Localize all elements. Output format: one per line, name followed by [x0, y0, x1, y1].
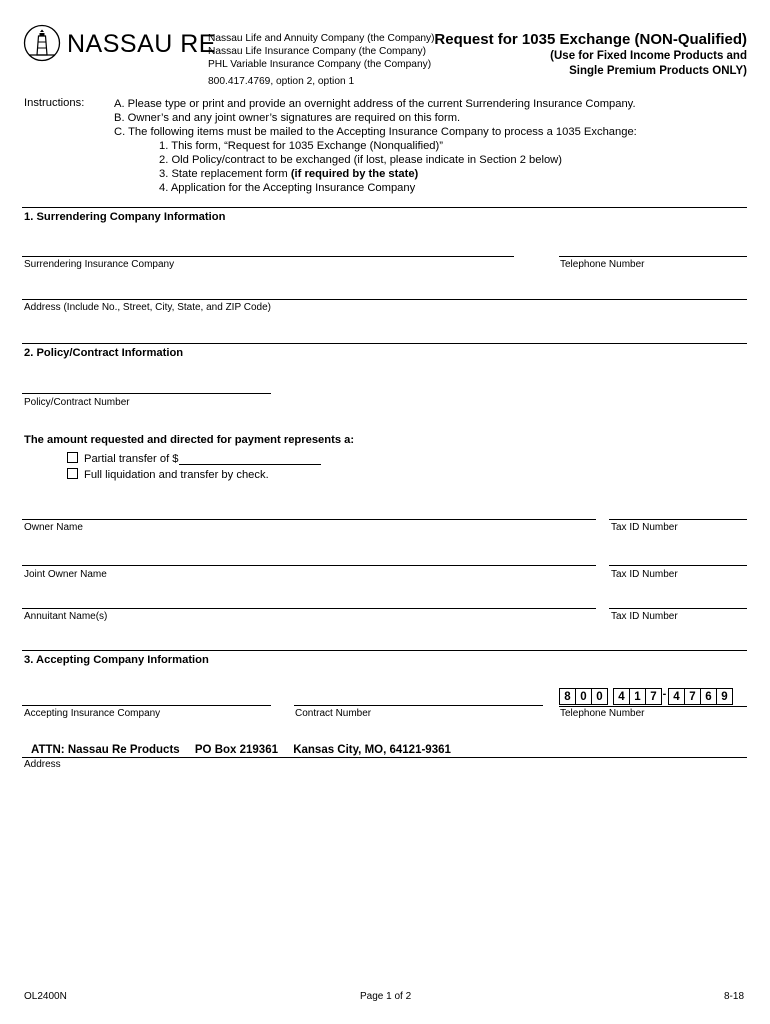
- instruction-a: A. Please type or print and provide an overnight address of the current Surrendering Insurance Company.: [114, 98, 636, 110]
- full-liquidation-label: Full liquidation and transfer by check.: [84, 469, 269, 481]
- form-subtitle-1: (Use for Fixed Income Products and: [550, 50, 747, 62]
- partial-transfer-option: [67, 452, 179, 465]
- instruction-item-1: 1. This form, “Request for 1035 Exchange (Nonqualified)”: [159, 140, 443, 152]
- phone-digit: 1: [629, 688, 646, 705]
- partial-transfer-checkbox[interactable]: [67, 452, 78, 463]
- joint-owner-label: Joint Owner Name: [24, 569, 107, 580]
- section2-divider: [22, 343, 747, 344]
- company-list: [208, 32, 435, 88]
- phone-digit: 6: [700, 688, 717, 705]
- contract-number-label: Contract Number: [295, 708, 372, 719]
- accepting-telephone-underline: [559, 706, 747, 707]
- full-liquidation-checkbox[interactable]: [67, 468, 78, 479]
- accepting-telephone-digits: [559, 688, 732, 705]
- joint-owner-tax-id-field[interactable]: [609, 565, 747, 566]
- attn-line: ATTN: Nassau Re Products: [31, 744, 180, 756]
- section1-divider: [22, 207, 747, 208]
- phone-digit: 7: [684, 688, 701, 705]
- po-box: PO Box 219361: [194, 744, 278, 756]
- accepting-address-label: Address: [24, 759, 61, 770]
- instructions-list: [114, 97, 637, 195]
- full-liquidation-option: [67, 468, 269, 481]
- joint-owner-field[interactable]: [22, 565, 596, 566]
- page-number: Page 1 of 2: [360, 991, 412, 1002]
- revision-date: 8-18: [724, 991, 745, 1002]
- instruction-item-3-text: 3. State replacement form: [159, 168, 291, 180]
- contract-number-field[interactable]: [294, 705, 543, 706]
- city-state-zip: Kansas City, MO, 64121-9361: [293, 744, 451, 756]
- instructions-label: Instructions:: [24, 97, 85, 109]
- company-phone: 800.417.4769, option 2, option 1: [208, 76, 355, 87]
- phone-digit: 4: [613, 688, 630, 705]
- annuitant-tax-id-field[interactable]: [609, 608, 747, 609]
- section2-title: 2. Policy/Contract Information: [24, 347, 184, 359]
- phone-digit: 0: [591, 688, 608, 705]
- annuitant-label: Annuitant Name(s): [24, 611, 108, 622]
- phone-digit: 8: [559, 688, 576, 705]
- form-title-block: [434, 31, 747, 79]
- surrendering-company-field[interactable]: [22, 256, 514, 257]
- phone-digit: 7: [645, 688, 662, 705]
- instruction-b: B. Owner’s and any joint owner’s signatures are required on this form.: [114, 112, 461, 124]
- brand-name: NASSAU RE: [67, 30, 216, 58]
- instruction-item-3-bold: (if required by the state): [290, 168, 419, 180]
- form-subtitle-2: Single Premium Products ONLY): [569, 65, 747, 77]
- surrendering-telephone-field[interactable]: [559, 256, 747, 257]
- company-name: Nassau Life and Annuity Company (the Company): [208, 33, 435, 44]
- amount-question: The amount requested and directed for payment represents a:: [24, 434, 355, 446]
- policy-number-label: Policy/Contract Number: [24, 397, 130, 408]
- surrendering-address-label: Address (Include No., Street, City, State, and ZIP Code): [24, 302, 271, 313]
- surrendering-company-label: Surrendering Insurance Company: [24, 259, 175, 270]
- annuitant-field[interactable]: [22, 608, 596, 609]
- accepting-telephone-label: Telephone Number: [560, 708, 645, 719]
- phone-digit: 9: [716, 688, 733, 705]
- owner-tax-id-field[interactable]: [609, 519, 747, 520]
- nassau-re-logo: [23, 24, 216, 64]
- joint-owner-tax-id-label: Tax ID Number: [611, 569, 678, 580]
- partial-transfer-amount-field[interactable]: [179, 464, 321, 465]
- surrendering-address-field[interactable]: [22, 299, 747, 300]
- owner-name-label: Owner Name: [24, 522, 83, 533]
- phone-digit: 0: [575, 688, 592, 705]
- section3-title: 3. Accepting Company Information: [24, 654, 209, 666]
- form-code: OL2400N: [24, 991, 67, 1002]
- instruction-item-2: 2. Old Policy/contract to be exchanged (if lost, please indicate in Section 2 below): [159, 154, 562, 166]
- instruction-item-4: 4. Application for the Accepting Insurance Company: [159, 182, 416, 194]
- instruction-item-3: [114, 167, 637, 181]
- lighthouse-icon: [23, 24, 61, 62]
- section1-title: 1. Surrendering Company Information: [24, 211, 226, 223]
- phone-digit: 4: [668, 688, 685, 705]
- owner-tax-id-label: Tax ID Number: [611, 522, 678, 533]
- policy-number-field[interactable]: [22, 393, 271, 394]
- partial-transfer-label: Partial transfer of $: [84, 453, 179, 465]
- phone-dash: -: [662, 687, 667, 700]
- section3-divider: [22, 650, 747, 651]
- accepting-company-label: Accepting Insurance Company: [24, 708, 161, 719]
- form-title: Request for 1035 Exchange (NON-Qualified): [434, 31, 747, 48]
- surrendering-telephone-label: Telephone Number: [560, 259, 645, 270]
- accepting-company-field[interactable]: [22, 705, 271, 706]
- owner-name-field[interactable]: [22, 519, 596, 520]
- accepting-address: [31, 744, 463, 756]
- accepting-address-underline: [22, 757, 747, 758]
- company-name: Nassau Life Insurance Company (the Company): [208, 46, 427, 57]
- annuitant-tax-id-label: Tax ID Number: [611, 611, 678, 622]
- company-name: PHL Variable Insurance Company (the Company): [208, 59, 432, 70]
- instruction-c: C. The following items must be mailed to the Accepting Insurance Company to process a 1035 Exchange:: [114, 126, 637, 138]
